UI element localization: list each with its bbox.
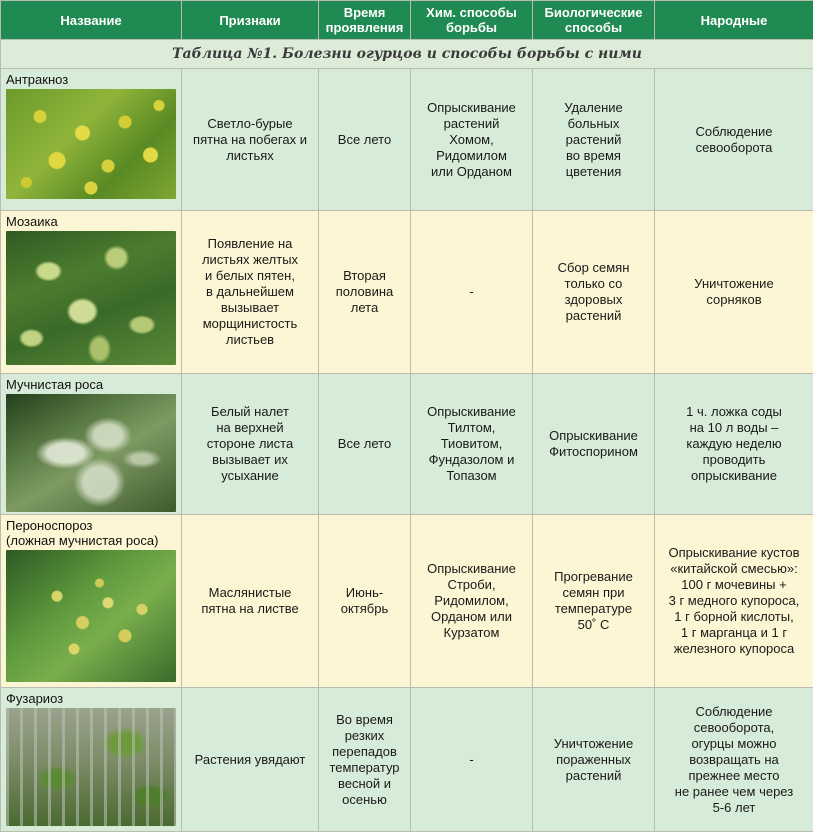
folk-cell: Соблюдение севооборота, огурцы можно возвращать на прежнее место не ранее чем через 5-6 лет: [655, 688, 813, 832]
signs-cell: Маслянистые пятна на листве: [182, 515, 319, 688]
disease-name: Фузариоз: [6, 691, 64, 706]
caption-row: [1, 40, 813, 69]
header-folk: Народные: [655, 1, 813, 40]
time-cell: Все лето: [319, 374, 411, 515]
folk-cell: Опрыскивание кустов «китайской смесью»: 100 г мочевины + 3 г медного купороса, 1 г борной кислоты, 1 г марганца и 1 г железного купороса: [655, 515, 813, 688]
table-row: [1, 515, 813, 688]
biological-cell: Прогревание семян при температуре 50˚ С: [533, 515, 655, 688]
chemical-cell: Опрыскивание Тилтом, Тиовитом, Фундазолом и Топазом: [411, 374, 533, 515]
mosaic-photo: [6, 231, 176, 365]
biological-cell: Уничтожение пораженных растений: [533, 688, 655, 832]
table-row: [1, 211, 813, 374]
disease-name: Пероноспороз (ложная мучнистая роса): [6, 518, 159, 548]
folk-cell: 1 ч. ложка соды на 10 л воды – каждую неделю проводить опрыскивание: [655, 374, 813, 515]
chemical-cell: -: [411, 688, 533, 832]
table-row: [1, 688, 813, 832]
disease-name-cell: [1, 374, 182, 515]
table-row: [1, 69, 813, 211]
downy-mildew-photo: [6, 550, 176, 682]
chemical-cell: Опрыскивание растений Хомом, Ридомилом или Орданом: [411, 69, 533, 211]
header-row: [1, 1, 813, 40]
header-name: Название: [1, 1, 182, 40]
signs-cell: Светло-бурые пятна на побегах и листьях: [182, 69, 319, 211]
header-chemical: Хим. способы борьбы: [411, 1, 533, 40]
folk-cell: Соблюдение севооборота: [655, 69, 813, 211]
signs-cell: Белый налет на верхней стороне листа вызывает их усыхание: [182, 374, 319, 515]
disease-name: Мозаика: [6, 214, 58, 229]
time-cell: Во время резких перепадов температур весной и осенью: [319, 688, 411, 832]
header-time: Время проявления: [319, 1, 411, 40]
disease-name: Мучнистая роса: [6, 377, 104, 392]
disease-name-cell: [1, 515, 182, 688]
signs-cell: Появление на листьях желтых и белых пятен, в дальнейшем вызывает морщинистость листьев: [182, 211, 319, 374]
disease-name-cell: [1, 211, 182, 374]
table-row: [1, 374, 813, 515]
biological-cell: Сбор семян только со здоровых растений: [533, 211, 655, 374]
disease-name-cell: [1, 69, 182, 211]
chemical-cell: Опрыскивание Строби, Ридомилом, Орданом или Курзатом: [411, 515, 533, 688]
biological-cell: Опрыскивание Фитоспорином: [533, 374, 655, 515]
fusarium-photo: [6, 708, 176, 826]
disease-name-cell: [1, 688, 182, 832]
time-cell: Все лето: [319, 69, 411, 211]
biological-cell: Удаление больных растений во время цветения: [533, 69, 655, 211]
anthracnose-photo: [6, 89, 176, 199]
folk-cell: Уничтожение сорняков: [655, 211, 813, 374]
time-cell: Июнь- октябрь: [319, 515, 411, 688]
signs-cell: Растения увядают: [182, 688, 319, 832]
disease-name: Антракноз: [6, 72, 69, 87]
table-caption: Таблица №1. Болезни огурцов и способы борьбы с ними: [1, 40, 813, 69]
header-signs: Признаки: [182, 1, 319, 40]
time-cell: Вторая половина лета: [319, 211, 411, 374]
powdery-mildew-photo: [6, 394, 176, 512]
chemical-cell: -: [411, 211, 533, 374]
header-biological: Биологические способы: [533, 1, 655, 40]
